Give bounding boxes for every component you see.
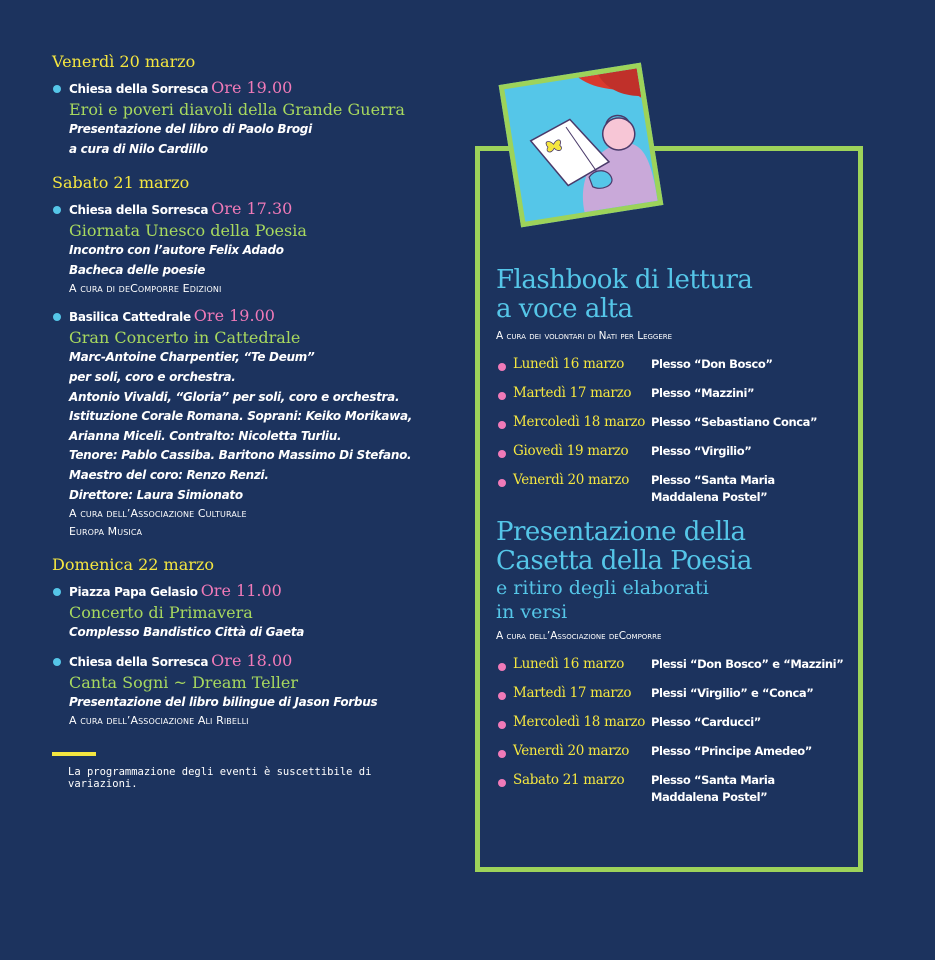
event-description-line: Direttore: Laura Simionato — [69, 487, 243, 502]
schedule-place — [651, 472, 851, 506]
schedule-date: Mercoledì 18 marzo — [513, 414, 646, 430]
day-label: Sabato 21 marzo — [52, 173, 190, 193]
event-place: Piazza Papa Gelasio — [69, 585, 198, 600]
schedule-date: Lunedì 16 marzo — [513, 356, 625, 372]
event-time: Ore 19.00 — [193, 306, 275, 326]
bullet-dot — [53, 206, 61, 214]
bullet-dot — [498, 392, 506, 400]
section-title-line: Presentazione della — [496, 517, 746, 547]
schedule-place-line: Plesso “Sebastiano Conca” — [651, 415, 818, 429]
event-time: Ore 17.30 — [211, 199, 293, 219]
event-time: Ore 11.00 — [200, 581, 282, 601]
section-credit: A cura dell’Associazione deComporre — [496, 630, 662, 642]
event-description-line: Maestro del coro: Renzo Renzi. — [69, 467, 269, 482]
bullet-dot — [498, 421, 506, 429]
event-credit-line: A cura dell’Associazione Ali Ribelli — [69, 714, 249, 728]
schedule-place-line: Plesso “Principe Amedeo” — [651, 744, 812, 758]
schedule-place-line: Plessi “Virgilio” e “Conca” — [651, 686, 814, 700]
event-title: Gran Concerto in Cattedrale — [69, 328, 301, 348]
event-place: Chiesa della Sorresca — [69, 82, 209, 96]
schedule-list — [496, 356, 856, 506]
event-description-line: Presentazione del libro bilingue di Jason Forbus — [69, 694, 378, 709]
schedule-place-line: Plesso “Don Bosco” — [651, 357, 773, 371]
bullet-dot — [53, 588, 61, 596]
bullet-dot — [498, 663, 506, 671]
event-credit-line: A cura di deComporre Edizioni — [69, 282, 222, 296]
schedule-row — [496, 714, 856, 743]
event-credit-line: Europa Musica — [69, 525, 143, 539]
section-credit: A cura dei volontari di Nati per Leggere — [496, 330, 673, 342]
section-title-line: Flashbook di lettura — [496, 265, 753, 295]
event-item — [52, 199, 447, 298]
event-place: Chiesa della Sorresca — [69, 654, 209, 669]
footnote-divider — [52, 752, 96, 756]
child-reading-book-illustration — [499, 63, 664, 228]
schedule-place — [651, 656, 851, 685]
event-time: Ore 18.00 — [211, 650, 293, 670]
event-description-line: a cura di Nilo Cardillo — [69, 141, 208, 156]
bullet-dot — [498, 363, 506, 371]
event-header — [69, 78, 447, 99]
event-place: Basilica Cattedrale — [69, 310, 191, 325]
schedule-row — [496, 772, 856, 806]
schedule-row — [496, 443, 856, 472]
schedule-place-line: Maddalena Postel” — [651, 790, 768, 804]
schedule-place-line: Plesso “Mazzini” — [651, 386, 755, 400]
bullet-dot — [498, 779, 506, 787]
event-description-line: Istituzione Corale Romana. Soprani: Keiko Morikawa, — [69, 409, 413, 424]
event-description-line: per soli, coro e orchestra. — [69, 369, 236, 384]
schedule-row — [496, 414, 856, 443]
section-title-line: Casetta della Poesia — [496, 546, 752, 576]
schedule-date: Martedì 17 marzo — [513, 685, 632, 701]
event-header — [69, 199, 447, 220]
event-item — [52, 651, 447, 731]
schedule-place — [651, 714, 851, 743]
event-item — [52, 581, 447, 643]
right-content — [496, 266, 856, 806]
event-item — [52, 78, 447, 159]
schedule-row — [496, 743, 856, 772]
schedule-place-line: Plesso “Santa Maria — [651, 773, 775, 787]
schedule-place — [651, 385, 851, 414]
bullet-dot — [53, 658, 61, 666]
event-place: Chiesa della Sorresca — [69, 203, 209, 218]
day-block — [52, 555, 447, 730]
schedule-section — [496, 518, 856, 806]
schedule-date: Martedì 17 marzo — [513, 385, 632, 401]
schedule-date: Giovedì 19 marzo — [513, 443, 629, 459]
event-title: Eroi e poveri diavoli della Grande Guerra — [69, 100, 405, 119]
event-description-line: Antonio Vivaldi, “Gloria” per soli, coro e orchestra. — [69, 389, 400, 404]
schedule-row — [496, 656, 856, 685]
bullet-dot — [53, 85, 61, 93]
event-description-line: Incontro con l’autore Felix Adado — [69, 243, 284, 258]
section-subtitle-line: e ritiro degli elaborati — [496, 577, 709, 599]
schedule-date: Lunedì 16 marzo — [513, 656, 625, 672]
event-description-line: Complesso Bandistico Città di Gaeta — [69, 625, 305, 640]
bullet-dot — [53, 313, 61, 321]
schedule-place-line: Plesso “Virgilio” — [651, 444, 752, 458]
bullet-dot — [498, 450, 506, 458]
day-block — [52, 173, 447, 541]
event-description-line: Tenore: Pablo Cassiba. Baritono Massimo Di Stefano. — [69, 448, 412, 463]
event-title: Canta Sogni ~ Dream Teller — [69, 672, 298, 692]
event-item — [52, 306, 447, 541]
schedule-place — [651, 414, 851, 443]
section-subtitle-line: in versi — [496, 601, 568, 623]
day-label: Domenica 22 marzo — [52, 555, 214, 575]
schedule-place-line: Plessi “Don Bosco” e “Mazzini” — [651, 657, 844, 671]
schedule-date: Sabato 21 marzo — [513, 772, 625, 788]
event-description-line: Bacheca delle poesie — [69, 262, 206, 277]
schedule-section — [496, 266, 856, 506]
day-block — [52, 52, 447, 159]
bullet-dot — [498, 692, 506, 700]
bullet-dot — [498, 721, 506, 729]
schedule-place — [651, 685, 851, 714]
event-description-line: Presentazione del libro di Paolo Brogi — [69, 122, 312, 136]
event-description-line: Arianna Miceli. Contralto: Nicoletta Turliu. — [69, 428, 342, 443]
event-time: Ore 19.00 — [211, 78, 293, 97]
schedule-row — [496, 385, 856, 414]
schedule-place — [651, 443, 851, 472]
schedule-place — [651, 743, 851, 772]
event-credit-line: A cura dell’Associazione Culturale — [69, 507, 247, 521]
section-title-line: a voce alta — [496, 294, 633, 324]
schedule-row — [496, 356, 856, 385]
event-header — [69, 581, 447, 602]
schedule-place — [651, 772, 851, 806]
bullet-dot — [498, 479, 506, 487]
events-column — [52, 52, 447, 790]
schedule-place-line: Plesso “Santa Maria — [651, 473, 775, 487]
schedule-row — [496, 685, 856, 714]
footnote-text: La programmazione degli eventi è suscettibile di variazioni. — [68, 766, 372, 791]
event-header — [69, 306, 447, 327]
schedule-place-line: Maddalena Postel” — [651, 490, 768, 504]
schedule-row — [496, 472, 856, 506]
schedule-place — [651, 356, 851, 385]
event-title: Concerto di Primavera — [69, 603, 253, 623]
bullet-dot — [498, 750, 506, 758]
event-title: Giornata Unesco della Poesia — [69, 221, 307, 241]
schedule-date: Mercoledì 18 marzo — [513, 714, 646, 730]
schedule-date: Venerdì 20 marzo — [513, 743, 630, 759]
event-header — [69, 651, 447, 672]
schedule-date: Venerdì 20 marzo — [513, 472, 630, 488]
schedule-list — [496, 656, 856, 806]
event-description-line: Marc-Antoine Charpentier, “Te Deum” — [69, 350, 315, 365]
day-label: Venerdì 20 marzo — [52, 52, 196, 71]
schedule-place-line: Plesso “Carducci” — [651, 715, 761, 729]
